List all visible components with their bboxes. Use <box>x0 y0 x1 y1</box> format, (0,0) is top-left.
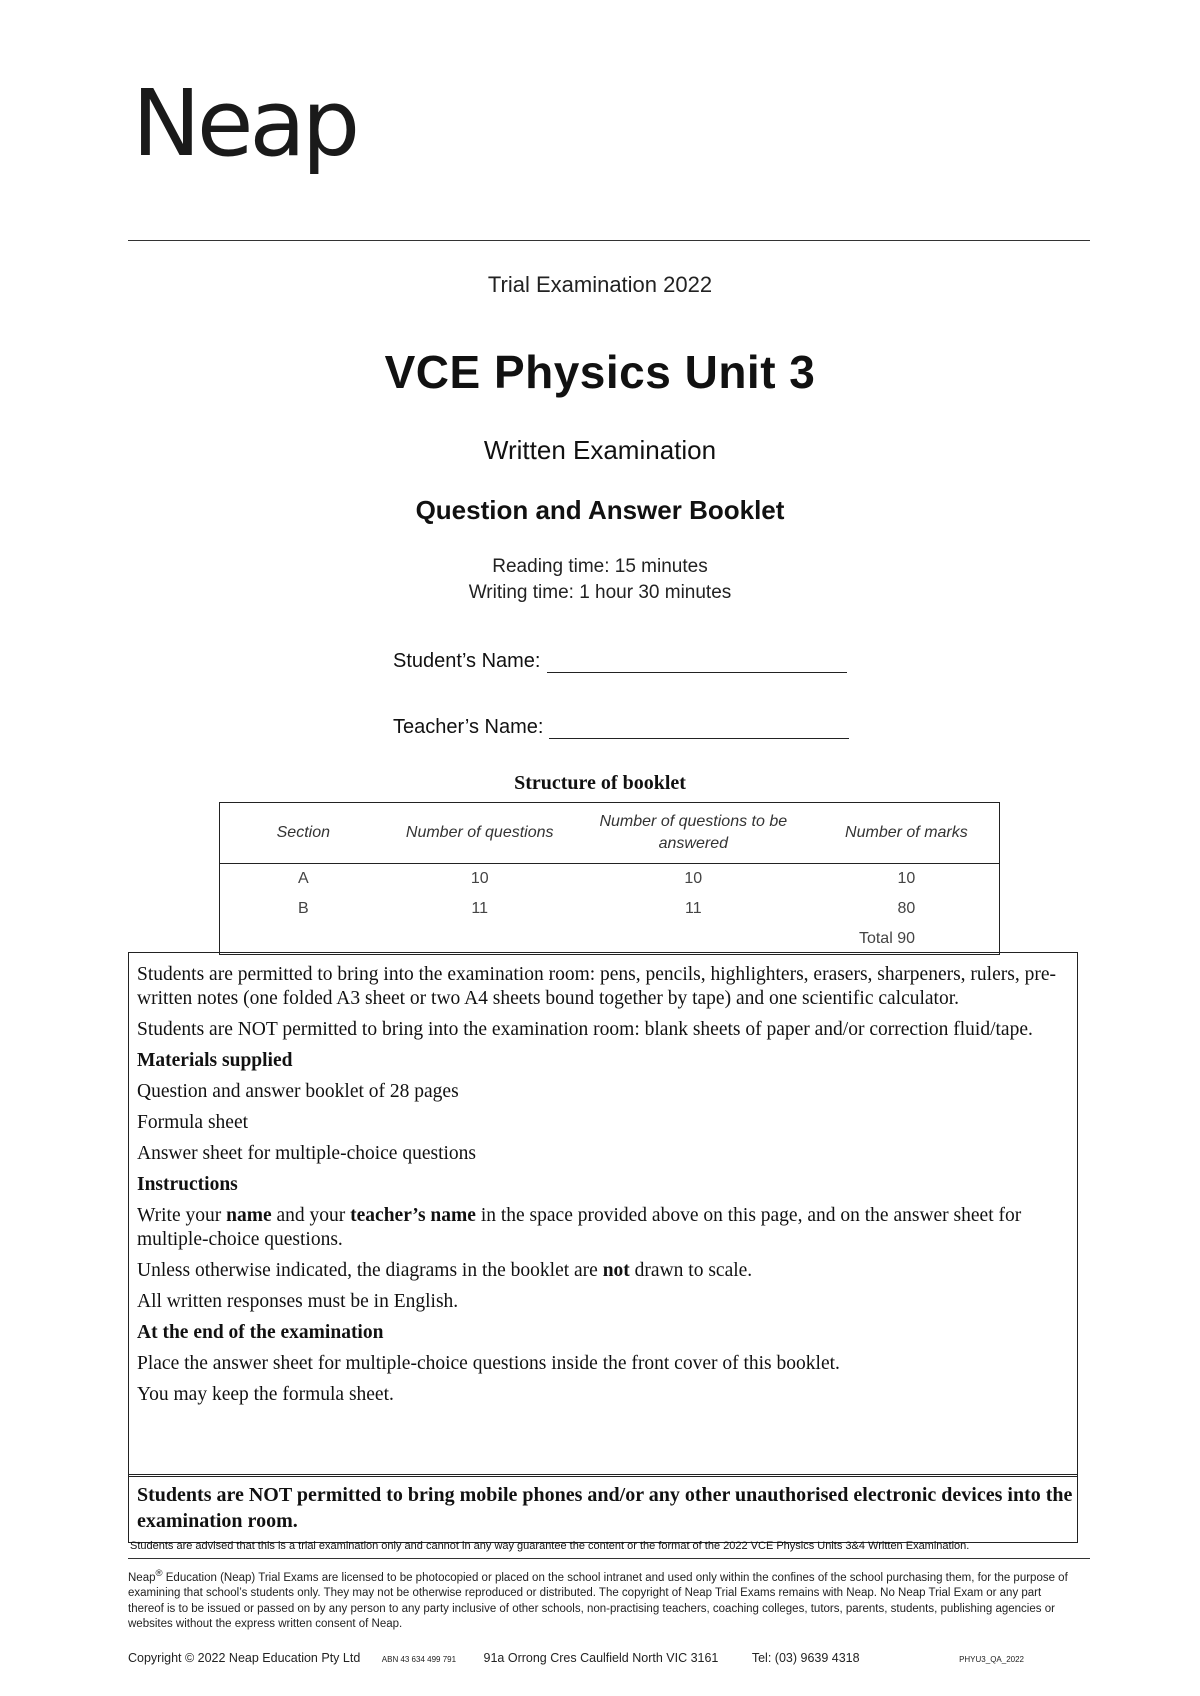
footer-address: 91a Orrong Cres Caulfield North VIC 3161 <box>483 1651 719 1665</box>
col-marks: Number of marks <box>814 803 1000 864</box>
student-name-label: Student’s Name: <box>393 650 541 672</box>
trial-disclaimer: Students are advised that this is a trial examination only and cannot in any way guarantee the content or the format of the 2022 VCE Physics Units 3&4 Written Examination. <box>130 1540 970 1552</box>
permitted-text: Students are permitted to bring into the examination room: pens, pencils, highlighters, erasers, sharpeners, rulers, pre-written notes (one folded A3 sheet or two A4 sheets bound together by tape) and one scientific calculator. <box>137 964 1056 1009</box>
instructions-box <box>128 952 1078 1477</box>
footer-code: PHYU3_QA_2022 <box>959 1655 1024 1664</box>
teacher-name-label: Teacher’s Name: <box>393 716 544 738</box>
structure-title: Structure of booklet <box>514 772 686 794</box>
exam-trial-label: Trial Examination 2022 <box>487 272 713 297</box>
table-cell: B <box>297 900 309 917</box>
col-section: Section <box>220 803 387 864</box>
col-questions: Number of questions <box>387 803 573 864</box>
col-answered: Number of questions to be answered <box>573 803 814 864</box>
page-footer <box>128 1651 1088 1665</box>
footer-copyright: Copyright © 2022 Neap Education Pty Ltd <box>128 1651 361 1665</box>
booklet-type: Question and Answer Booklet <box>415 495 785 525</box>
table-cell: 10 <box>897 870 916 887</box>
student-name-line[interactable] <box>547 652 847 673</box>
footer-phone: Tel: (03) 9639 4318 <box>751 1651 860 1665</box>
instructions-heading: Instructions <box>137 1174 238 1195</box>
student-name-field[interactable] <box>393 650 847 673</box>
structure-header-row <box>220 803 1000 864</box>
table-cell: 11 <box>471 900 489 917</box>
teacher-name-line[interactable] <box>549 718 849 739</box>
page-title: VCE Physics Unit 3 <box>384 346 816 398</box>
teacher-name-field[interactable] <box>393 716 849 739</box>
list-item: You may keep the formula sheet. <box>137 1384 394 1405</box>
neap-logo: Neap <box>132 70 357 177</box>
instruction-scale: Unless otherwise indicated, the diagrams in the booklet are not drawn to scale. <box>137 1260 753 1281</box>
list-item: Place the answer sheet for multiple-choice questions inside the front cover of this booklet. <box>137 1353 840 1374</box>
mobile-phone-warning: Students are NOT permitted to bring mobile phones and/or any other unauthorised electronic devices into the examination room. <box>128 1474 1078 1543</box>
end-heading: At the end of the examination <box>137 1322 384 1343</box>
table-total-row <box>220 924 1000 955</box>
instruction-english: All written responses must be in English. <box>137 1291 459 1312</box>
table-cell: 10 <box>470 870 489 887</box>
writing-time: Writing time: 1 hour 30 minutes <box>468 582 732 603</box>
total-marks: Total 90 <box>858 930 915 947</box>
list-item: Formula sheet <box>137 1112 249 1133</box>
table-cell: 11 <box>685 900 702 917</box>
not-permitted-text: Students are NOT permitted to bring into the examination room: blank sheets of paper and/or correction fluid/tape. <box>137 1019 1033 1040</box>
table-row <box>220 894 1000 924</box>
table-cell: A <box>297 870 309 887</box>
top-divider <box>128 240 1090 241</box>
structure-table <box>219 802 1000 955</box>
list-item: Answer sheet for multiple-choice questions <box>137 1143 476 1164</box>
table-row <box>220 864 1000 895</box>
reading-time: Reading time: 15 minutes <box>492 556 708 577</box>
license-notice: Neap® Education (Neap) Trial Exams are licensed to be photocopied or placed on the school intranet and used only within the confines of the school purchasing them, for the purpose of examining that school’s students only. They may not be otherwise reproduced or distributed. The copyright of Neap Trial Exams remains with Neap. No Neap Trial Exam or any part thereof is to be issued or passed on by any person to any party inclusive of other schools, non-practising teachers, coaching colleges, tutors, parents, students, publishing agencies or websites without the express written consent of Neap. <box>128 1568 1068 1631</box>
exam-subtitle: Written Examination <box>483 435 717 465</box>
instruction-name: Write your name and your teacher’s name in the space provided above on this page, and on the answer sheet for multiple-choice questions. <box>137 1205 1022 1250</box>
table-cell: 80 <box>897 900 916 917</box>
list-item: Question and answer booklet of 28 pages <box>137 1081 459 1102</box>
table-cell: 10 <box>684 870 703 887</box>
bottom-divider <box>128 1558 1090 1559</box>
footer-abn: ABN 43 634 499 791 <box>381 1655 457 1664</box>
materials-heading: Materials supplied <box>137 1050 293 1071</box>
